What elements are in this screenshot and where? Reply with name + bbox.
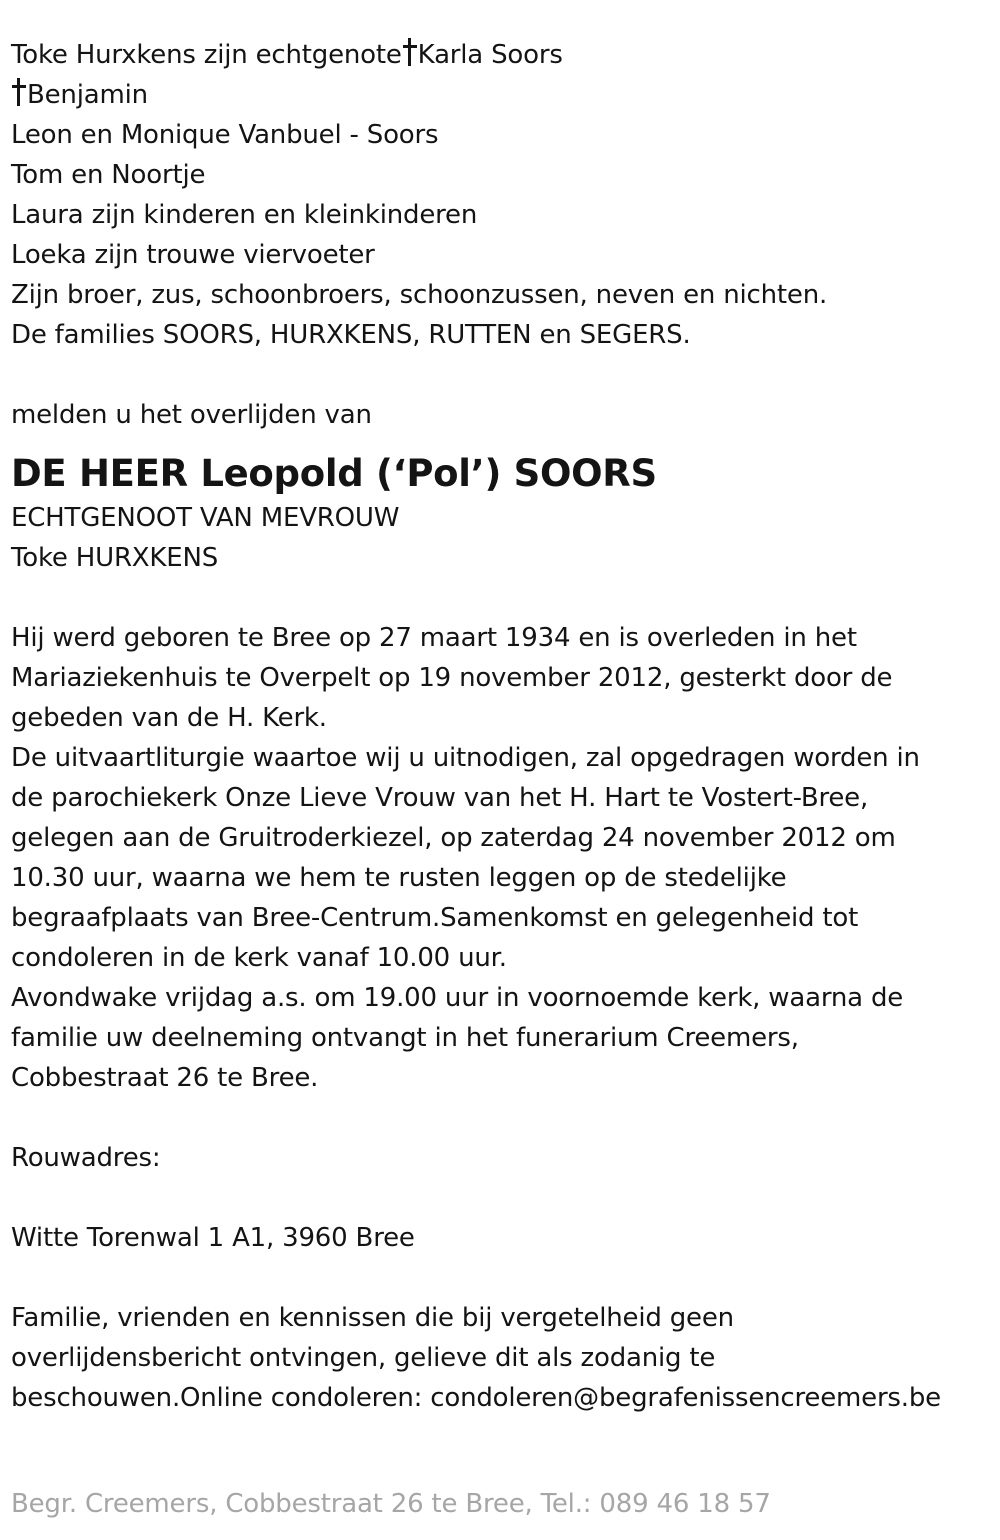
body-line: Mariaziekenhuis te Overpelt op 19 november 2012, gesterkt door de xyxy=(11,663,893,693)
closing-line: beschouwen.Online condoleren: condoleren@begrafenissencreemers.be xyxy=(11,1383,941,1413)
spacer xyxy=(11,1258,991,1298)
deceased-spouse: Toke HURXKENS xyxy=(11,543,219,573)
closing-line: Familie, vrienden en kennissen die bij vergetelheid geen xyxy=(11,1303,734,1333)
family-line-6: Loeka zijn trouwe viervoeter xyxy=(11,240,375,270)
spacer xyxy=(11,1178,991,1218)
body-line: condoleren in de kerk vanaf 10.00 uur. xyxy=(11,943,507,973)
family-line-5: Laura zijn kinderen en kleinkinderen xyxy=(11,200,478,230)
family-line-2-text: Benjamin xyxy=(27,80,148,110)
body-line: De uitvaartliturgie waartoe wij u uitnodigen, zal opgedragen worden in xyxy=(11,743,920,773)
cross-icon xyxy=(402,38,418,66)
body-line: begraafplaats van Bree-Centrum.Samenkomst en gelegenheid tot xyxy=(11,903,859,933)
family-line-3: Leon en Monique Vanbuel - Soors xyxy=(11,120,439,150)
family-line-1-a: Toke Hurxkens zijn echtgenote xyxy=(11,40,402,70)
body-line: de parochiekerk Onze Lieve Vrouw van het H. Hart te Vostert-Bree, xyxy=(11,783,869,813)
spacer xyxy=(11,578,991,618)
address-label: Rouwadres: xyxy=(11,1143,161,1173)
spacer xyxy=(11,355,991,395)
family-line-7: Zijn broer, zus, schoonbroers, schoonzussen, neven en nichten. xyxy=(11,280,828,310)
body-line: Hij werd geboren te Bree op 27 maart 1934 en is overleden in het xyxy=(11,623,857,653)
family-line-1-b: Karla Soors xyxy=(417,40,563,70)
family-line-8: De families SOORS, HURXKENS, RUTTEN en SEGERS. xyxy=(11,320,691,350)
cross-icon xyxy=(11,78,27,106)
announcement: melden u het overlijden van xyxy=(11,400,372,430)
family-line-1 xyxy=(11,35,991,75)
deceased-title: ECHTGENOOT VAN MEVROUW xyxy=(11,503,400,533)
family-line-4: Tom en Noortje xyxy=(11,160,206,190)
body-line: Avondwake vrijdag a.s. om 19.00 uur in voornoemde kerk, waarna de xyxy=(11,983,904,1013)
footer-funeral-home: Begr. Creemers, Cobbestraat 26 te Bree, Tel.: 089 46 18 57 xyxy=(11,1489,771,1519)
body-line: familie uw deelneming ontvangt in het funerarium Creemers, xyxy=(11,1023,799,1053)
closing-line: overlijdensbericht ontvingen, gelieve dit als zodanig te xyxy=(11,1343,716,1373)
body-line: Cobbestraat 26 te Bree. xyxy=(11,1063,319,1093)
body-line: gelegen aan de Gruitroderkiezel, op zaterdag 24 november 2012 om xyxy=(11,823,896,853)
body-line: gebeden van de H. Kerk. xyxy=(11,703,327,733)
spacer xyxy=(11,1098,991,1138)
deceased-name: DE HEER Leopold (‘Pol’) SOORS xyxy=(11,452,657,495)
address-value: Witte Torenwal 1 A1, 3960 Bree xyxy=(11,1223,415,1253)
obituary-notice xyxy=(11,35,991,1418)
body-line: 10.30 uur, waarna we hem te rusten leggen op de stedelijke xyxy=(11,863,787,893)
family-line-2 xyxy=(11,75,991,115)
